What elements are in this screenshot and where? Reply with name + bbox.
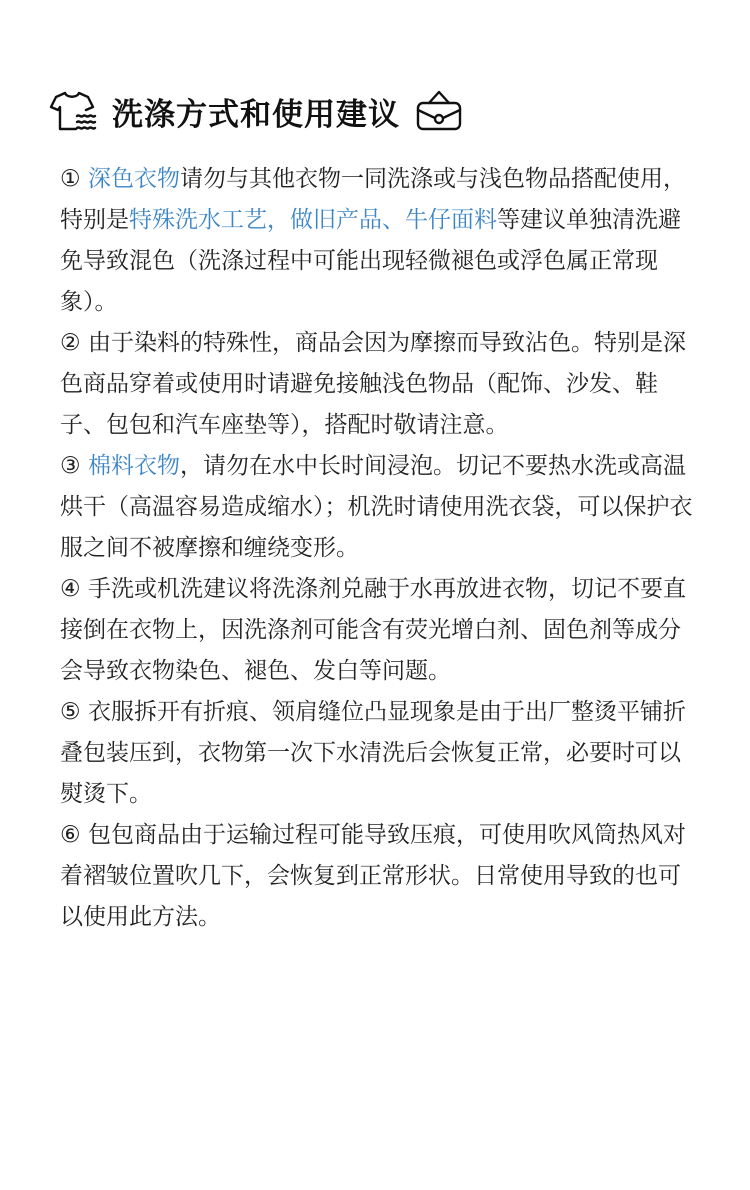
tshirt-wash-icon (48, 86, 98, 136)
handbag-icon (414, 86, 464, 136)
item-number: ① (60, 166, 81, 192)
item-text: 手洗或机洗建议将洗涤剂兑融于水再放进衣物，切记不要直接倒在衣物上，因洗涤剂可能含有荧光增白剂、固色剂等成分会导致衣物染色、褪色、发白等问题。 (60, 576, 686, 684)
item-number: ④ (60, 576, 81, 602)
item-text: 请勿与其他衣物一同洗涤或与浅色物品搭配使用，特别是 (60, 166, 686, 233)
item-text: 等建议单独清洗避免导致混色（洗涤过程中可能出现轻微褪色或浮色属正常现象）。 (60, 207, 681, 315)
instructions-list (60, 159, 696, 938)
item-text: 由于染料的特殊性，商品会因为摩擦而导致沾色。特别是深色商品穿着或使用时请避免接触浅色物品（配饰、沙发、鞋子、包包和汽车座垫等），搭配时敬请注意。 (60, 330, 686, 438)
highlight-text: 深色衣物 (87, 166, 180, 192)
item-number: ⑥ (60, 822, 81, 848)
item-text: 包包商品由于运输过程可能导致压痕，可使用吹风筒热风对着褶皱位置吹几下，会恢复到正常形状。日常使用导致的也可以使用此方法。 (60, 822, 686, 930)
instruction-item-5 (60, 692, 696, 815)
highlight-text: 棉料衣物 (87, 453, 180, 479)
section-header (48, 86, 464, 136)
instruction-item-3 (60, 446, 696, 569)
item-number: ③ (60, 453, 81, 479)
highlight-text: 特殊洗水工艺，做旧产品、牛仔面料 (129, 207, 497, 233)
instruction-item-1 (60, 159, 696, 323)
item-text: 衣服拆开有折痕、领肩缝位凸显现象是由于出厂整烫平铺折叠包装压到，衣物第一次下水清洗后会恢复正常，必要时可以熨烫下。 (60, 699, 686, 807)
instruction-item-6 (60, 815, 696, 938)
item-number: ⑤ (60, 699, 81, 725)
instruction-item-4 (60, 569, 696, 692)
item-number: ② (60, 330, 81, 356)
instruction-item-2 (60, 323, 696, 446)
page-title: 洗涤方式和使用建议 (112, 96, 400, 133)
item-text: ，请勿在水中长时间浸泡。切记不要热水洗或高温烘干（高温容易造成缩水）；机洗时请使用洗衣袋，可以保护衣服之间不被摩擦和缠绕变形。 (60, 453, 693, 561)
